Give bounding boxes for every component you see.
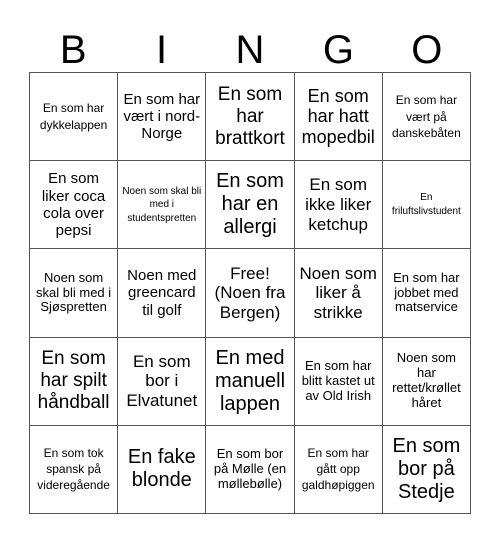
bingo-cell-r5c2[interactable]: En fake blonde: [118, 426, 206, 514]
bingo-cell-r1c3[interactable]: En som har brattkort: [206, 73, 294, 161]
bingo-cell-r5c4[interactable]: En som har gått opp galdhøpiggen: [295, 426, 383, 514]
header-letter-n: N: [235, 28, 265, 72]
bingo-cell-r2c2[interactable]: Noen som skal bli med i studentspretten: [118, 161, 206, 249]
bingo-cell-r4c5[interactable]: Noen som har rettet/krøllet håret: [383, 338, 471, 426]
bingo-cell-r2c1[interactable]: En som liker coca cola over pepsi: [30, 161, 118, 249]
bingo-cell-r4c2[interactable]: En som bor i Elvatunet: [118, 338, 206, 426]
bingo-cell-r1c5[interactable]: En som har vært på danskebåten: [383, 73, 471, 161]
bingo-card-grid: [29, 72, 471, 514]
header-letter-o: O: [411, 28, 443, 72]
bingo-cell-r4c3[interactable]: En med manuell lappen: [206, 338, 294, 426]
bingo-cell-r3c5[interactable]: En som har jobbet med matservice: [383, 249, 471, 337]
bingo-cell-r2c4[interactable]: En som ikke liker ketchup: [295, 161, 383, 249]
bingo-cell-r5c1[interactable]: En som tok spansk på videregående: [30, 426, 118, 514]
bingo-cell-r2c3[interactable]: En som har en allergi: [206, 161, 294, 249]
bingo-cell-r4c1[interactable]: En som har spilt håndball: [30, 338, 118, 426]
header-letter-b: B: [59, 28, 87, 72]
bingo-cell-r5c3[interactable]: En som bor på Mølle (en møllebølle): [206, 426, 294, 514]
bingo-cell-r1c2[interactable]: En som har vært i nord-Norge: [118, 73, 206, 161]
bingo-cell-r5c5[interactable]: En som bor på Stedje: [383, 426, 471, 514]
bingo-header: [29, 28, 471, 72]
bingo-cell-r3c3[interactable]: Free! (Noen fra Bergen): [206, 249, 294, 337]
header-letter-g: G: [322, 28, 354, 72]
bingo-cell-r1c1[interactable]: En som har dykkelappen: [30, 73, 118, 161]
header-letter-i: I: [156, 28, 168, 72]
bingo-cell-r3c4[interactable]: Noen som liker å strikke: [295, 249, 383, 337]
bingo-cell-r3c1[interactable]: Noen som skal bli med i Sjøspretten: [30, 249, 118, 337]
bingo-cell-r4c4[interactable]: En som har blitt kastet ut av Old Irish: [295, 338, 383, 426]
bingo-cell-r2c5[interactable]: En friluftslivstudent: [383, 161, 471, 249]
bingo-cell-r3c2[interactable]: Noen med greencard til golf: [118, 249, 206, 337]
bingo-cell-r1c4[interactable]: En som har hatt mopedbil: [295, 73, 383, 161]
